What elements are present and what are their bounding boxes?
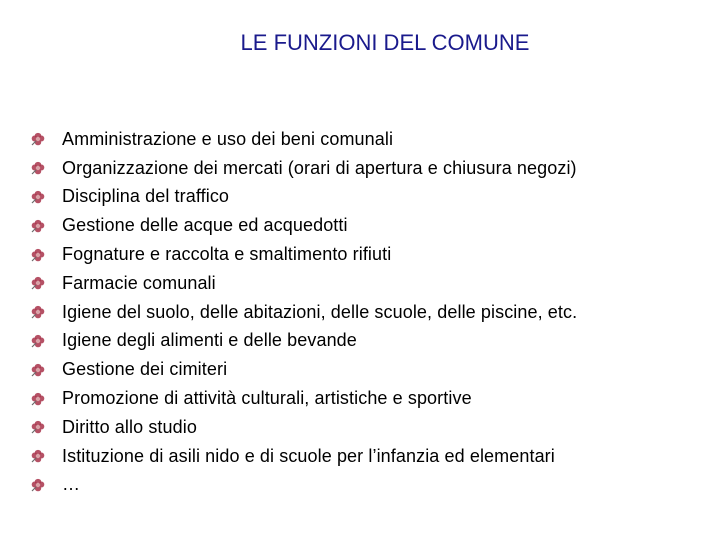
list-item	[30, 442, 577, 471]
list-item	[30, 355, 577, 384]
bullet-flower-icon	[30, 477, 46, 493]
bullet-flower-icon	[30, 391, 46, 407]
list-item-text: Farmacie comunali	[62, 272, 216, 293]
list-item	[30, 471, 577, 500]
bullet-flower-icon	[30, 218, 46, 234]
list-item	[30, 298, 577, 327]
bullet-list	[30, 125, 577, 499]
bullet-flower-icon	[30, 275, 46, 291]
bullet-flower-icon	[30, 131, 46, 147]
list-item-text: Disciplina del traffico	[62, 186, 230, 207]
bullet-flower-icon	[30, 333, 46, 349]
list-item	[30, 125, 577, 154]
list-item-text: Amministrazione e uso dei beni comunali	[62, 128, 394, 149]
list-item-text: Fognature e raccolta e smaltimento rifiuti	[62, 244, 392, 265]
list-item-text: Organizzazione dei mercati (orari di apertura e chiusura negozi)	[62, 157, 577, 178]
list-item-text: Istituzione di asili nido e di scuole per l’infanzia ed elementari	[62, 445, 555, 466]
list-item	[30, 240, 577, 269]
list-item-text: Gestione delle acque ed acquedotti	[62, 215, 348, 236]
bullet-flower-icon	[30, 247, 46, 263]
list-item	[30, 413, 577, 442]
list-item-text: Igiene del suolo, delle abitazioni, delle scuole, delle piscine, etc.	[62, 301, 578, 322]
bullet-flower-icon	[30, 304, 46, 320]
list-item-text: Diritto allo studio	[62, 416, 197, 437]
bullet-flower-icon	[30, 189, 46, 205]
bullet-flower-icon	[30, 160, 46, 176]
slide-title: LE FUNZIONI DEL COMUNE	[240, 30, 530, 55]
list-item	[30, 269, 577, 298]
list-item	[30, 211, 577, 240]
bullet-flower-icon	[30, 419, 46, 435]
bullet-flower-icon	[30, 362, 46, 378]
list-item-text: Igiene degli alimenti e delle bevande	[62, 330, 357, 351]
list-item	[30, 183, 577, 212]
bullet-flower-icon	[30, 448, 46, 464]
list-item-text: Gestione dei cimiteri	[62, 359, 228, 380]
list-item	[30, 154, 577, 183]
list-item-text: …	[62, 474, 81, 495]
list-item-text: Promozione di attività culturali, artistiche e sportive	[62, 388, 472, 409]
list-item	[30, 327, 577, 356]
list-item	[30, 384, 577, 413]
